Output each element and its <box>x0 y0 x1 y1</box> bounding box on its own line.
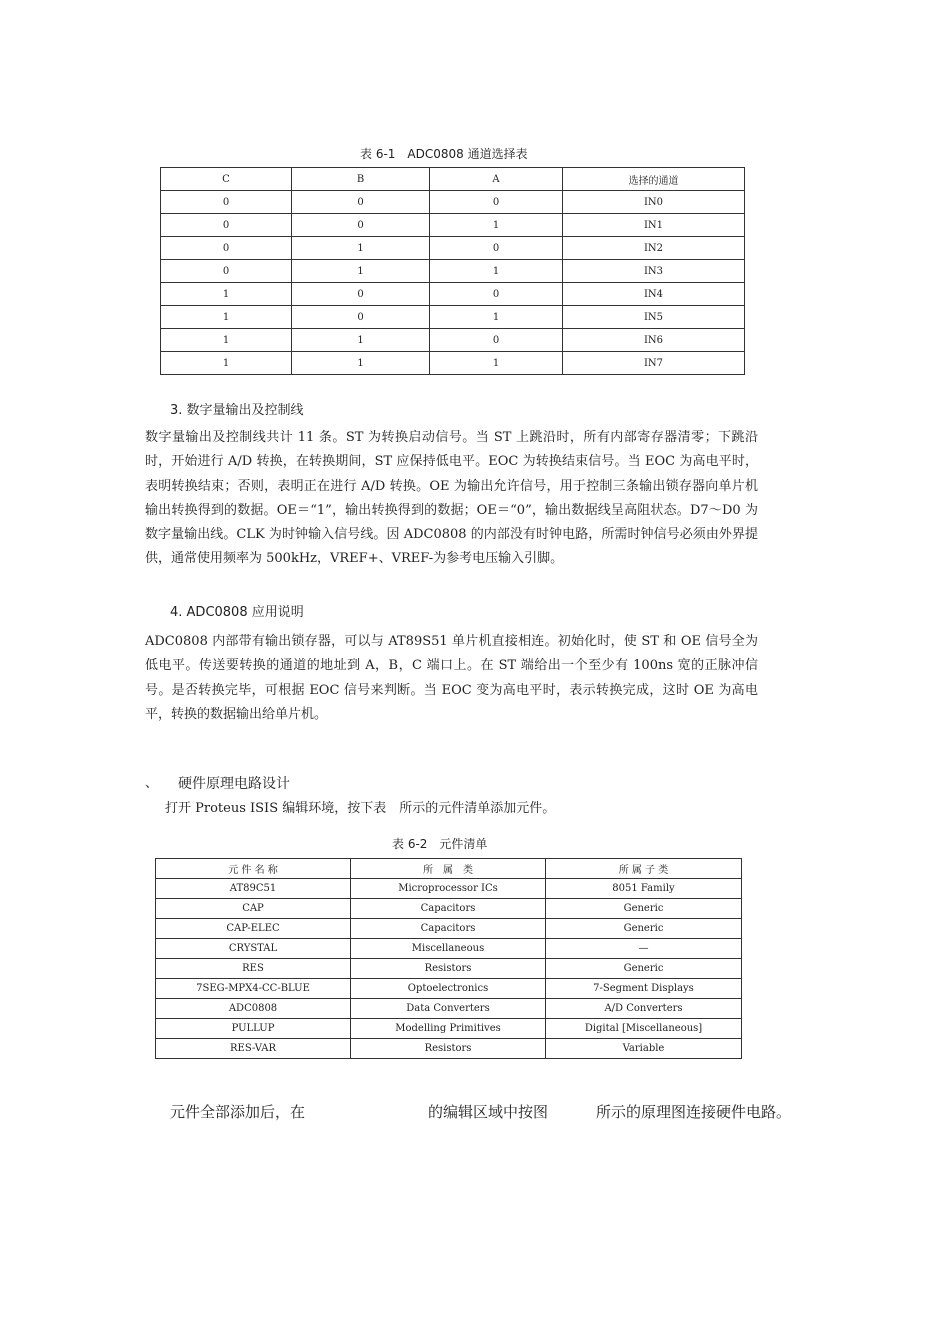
table-cell: 0 <box>161 191 292 214</box>
table-cell: Optoelectronics <box>351 979 546 999</box>
table-row <box>156 1039 742 1059</box>
hardware-heading-mark: 、 <box>145 776 159 791</box>
table-cell: RES <box>156 959 351 979</box>
table-cell: 1 <box>161 329 292 352</box>
table-cell: Variable <box>546 1039 742 1059</box>
table-cell: 1 <box>430 306 563 329</box>
table-cell: Resistors <box>351 1039 546 1059</box>
table-header-cell: A <box>430 168 563 191</box>
table-cell: 0 <box>292 306 430 329</box>
table-cell: 0 <box>161 237 292 260</box>
table-cell: 1 <box>161 306 292 329</box>
table-cell: 1 <box>430 214 563 237</box>
table-row <box>161 352 745 375</box>
table-row <box>156 959 742 979</box>
table-header-row <box>161 168 745 191</box>
table-cell: 1 <box>161 352 292 375</box>
section4-paragraph: ADC0808 内部带有输出锁存器，可以与 AT89S51 单片机直接相连。初始化时，使 ST 和 OE 信号全为低电平。传送要转换的通道的地址到 A，B，C 端口上。在 ST 端给出一个至少有 100ns 宽的正脉冲信号。是否转换完毕，可根据 EOC 信号来判断。当 EOC 变为高电平时，表示转换完成，这时 OE 为高电平，转换的数据输出给单片机。 <box>145 634 758 722</box>
table-row <box>161 329 745 352</box>
table-cell: 1 <box>292 352 430 375</box>
table-row <box>156 899 742 919</box>
table-header-cell: 选择的通道 <box>563 168 745 191</box>
table-header-cell: 所 属 类 <box>351 859 546 879</box>
table-cell: ADC0808 <box>156 999 351 1019</box>
table-cell: 0 <box>292 191 430 214</box>
table-row <box>161 260 745 283</box>
table-cell: 1 <box>430 260 563 283</box>
footer-part3: 所示的原理图连接硬件电路。 <box>596 1103 792 1121</box>
table-header-cell: C <box>161 168 292 191</box>
table-cell: Generic <box>546 919 742 939</box>
table-cell: A/D Converters <box>546 999 742 1019</box>
table-cell: IN6 <box>563 329 745 352</box>
table-header-cell: 元 件 名 称 <box>156 859 351 879</box>
table-cell: 0 <box>430 329 563 352</box>
table-cell: 1 <box>161 283 292 306</box>
table-cell: Digital [Miscellaneous] <box>546 1019 742 1039</box>
table-row <box>161 237 745 260</box>
table-cell: IN5 <box>563 306 745 329</box>
table-cell: Generic <box>546 959 742 979</box>
table-cell: IN7 <box>563 352 745 375</box>
table-row <box>156 919 742 939</box>
table-header-row <box>156 859 742 879</box>
table-header-cell: B <box>292 168 430 191</box>
table-cell: Modelling Primitives <box>351 1019 546 1039</box>
table-cell: 1 <box>292 260 430 283</box>
table-row <box>156 999 742 1019</box>
table-cell: 0 <box>161 260 292 283</box>
table-cell: — <box>546 939 742 959</box>
table-cell: Data Converters <box>351 999 546 1019</box>
table-cell: 0 <box>430 191 563 214</box>
table-cell: Resistors <box>351 959 546 979</box>
table-cell: 7-Segment Displays <box>546 979 742 999</box>
table-cell: 1 <box>292 329 430 352</box>
table-cell: 8051 Family <box>546 879 742 899</box>
table-cell: AT89C51 <box>156 879 351 899</box>
table-cell: Capacitors <box>351 899 546 919</box>
channel-select-table <box>160 167 745 375</box>
component-list-table <box>155 858 742 1059</box>
footer-part2: 的编辑区域中按图 <box>428 1103 549 1121</box>
table-cell: 0 <box>161 214 292 237</box>
table2-caption: 表 6-2 元件清单 <box>392 837 488 851</box>
table-cell: 1 <box>430 352 563 375</box>
table-cell: IN3 <box>563 260 745 283</box>
table-cell: IN2 <box>563 237 745 260</box>
table-row <box>156 979 742 999</box>
table-cell: Capacitors <box>351 919 546 939</box>
hardware-intro: 打开 Proteus ISIS 编辑环境，按下表 所示的元件清单添加元件。 <box>165 801 556 816</box>
table-cell: RES-VAR <box>156 1039 351 1059</box>
table-cell: 0 <box>430 283 563 306</box>
table-cell: 7SEG-MPX4-CC-BLUE <box>156 979 351 999</box>
table-cell: 0 <box>292 283 430 306</box>
table-row <box>156 879 742 899</box>
section3-heading: 3. 数字量输出及控制线 <box>170 403 304 418</box>
table-row <box>156 1019 742 1039</box>
table-cell: CAP <box>156 899 351 919</box>
table-row <box>161 283 745 306</box>
table-row <box>161 214 745 237</box>
table-cell: CAP-ELEC <box>156 919 351 939</box>
table-cell: IN0 <box>563 191 745 214</box>
table-cell: 0 <box>430 237 563 260</box>
table-cell: IN4 <box>563 283 745 306</box>
footer-part1: 元件全部添加后，在 <box>170 1103 306 1121</box>
table-cell: Microprocessor ICs <box>351 879 546 899</box>
section4-heading: 4. ADC0808 应用说明 <box>170 605 304 620</box>
table-row <box>156 939 742 959</box>
table1-caption: 表 6-1 ADC0808 通道选择表 <box>360 147 528 161</box>
table-cell: 0 <box>292 214 430 237</box>
table-cell: PULLUP <box>156 1019 351 1039</box>
table-cell: IN1 <box>563 214 745 237</box>
table-cell: Generic <box>546 899 742 919</box>
table-cell: CRYSTAL <box>156 939 351 959</box>
section3-paragraph: 数字量输出及控制线共计 11 条。ST 为转换启动信号。当 ST 上跳沿时，所有内部寄存器清零；下跳沿时，开始进行 A/D 转换，在转换期间，ST 应保持低电平。EOC 为转换结束信号。当 EOC 为高电平时，表明转换结束；否则，表明正在进行 A/D 转换。OE 为输出允许信号，用于控制三条输出锁存器向单片机输出转换得到的数据。OE＝“1”，输出转换得到的数据；OE＝“0”，输出数据线呈高阻状态。D7～D0 为数字量输出线。CLK 为时钟输入信号线。因 ADC0808 的内部没有时钟电路，所需时钟信号必须由外界提供，通常使用频率为 500kHz，VREF+、VREF-为参考电压输入引脚。 <box>145 430 758 567</box>
hardware-heading: 硬件原理电路设计 <box>178 776 290 792</box>
table-row <box>161 191 745 214</box>
table-cell: Miscellaneous <box>351 939 546 959</box>
table-row <box>161 306 745 329</box>
table-cell: 1 <box>292 237 430 260</box>
table-header-cell: 所 属 子 类 <box>546 859 742 879</box>
